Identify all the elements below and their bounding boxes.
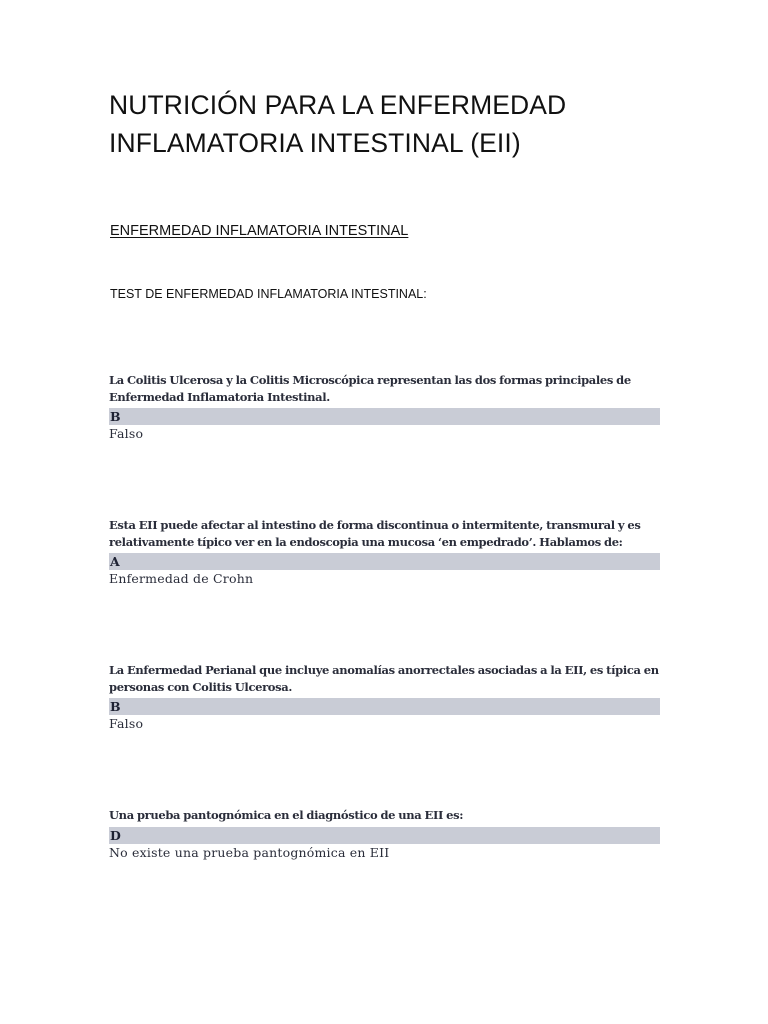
quiz-item <box>109 372 660 442</box>
document-title-line-2: INFLAMATORIA INTESTINAL (EII) <box>109 128 521 158</box>
answer-text: Falso <box>109 426 144 441</box>
question-text: La Colitis Ulcerosa y la Colitis Microscópica representan las dos formas principales de Enfermedad Inflamatoria Intestinal. <box>109 373 631 404</box>
answer-letter: D <box>109 827 660 844</box>
question-text: Una prueba pantognómica en el diagnóstico de una EII es: <box>109 808 464 822</box>
answer-letter: B <box>109 698 660 715</box>
answer-letter: A <box>109 553 660 570</box>
question-text: La Enfermedad Perianal que incluye anomalías anorrectales asociadas a la EII, es típica en personas con Colitis Ulcerosa. <box>109 663 659 694</box>
answer-text: No existe una prueba pantognómica en EII <box>109 844 390 860</box>
answer-text: Falso <box>109 716 144 731</box>
test-heading: TEST DE ENFERMEDAD INFLAMATORIA INTESTINAL: <box>110 287 427 301</box>
quiz-item <box>109 662 660 732</box>
document-title <box>109 86 669 162</box>
answer-text: Enfermedad de Crohn <box>109 571 254 586</box>
quiz-item <box>109 807 660 861</box>
question-text: Esta EII puede afectar al intestino de forma discontinua o intermitente, transmural y es relativamente típico ver en la endoscopia una mucosa ‘en empedrado’. Hablamos de: <box>109 518 641 549</box>
document-title-line-1: NUTRICIÓN PARA LA ENFERMEDAD <box>109 90 567 120</box>
section-heading: ENFERMEDAD INFLAMATORIA INTESTINAL <box>110 223 409 239</box>
quiz-item <box>109 517 660 587</box>
answer-letter: B <box>109 408 660 425</box>
